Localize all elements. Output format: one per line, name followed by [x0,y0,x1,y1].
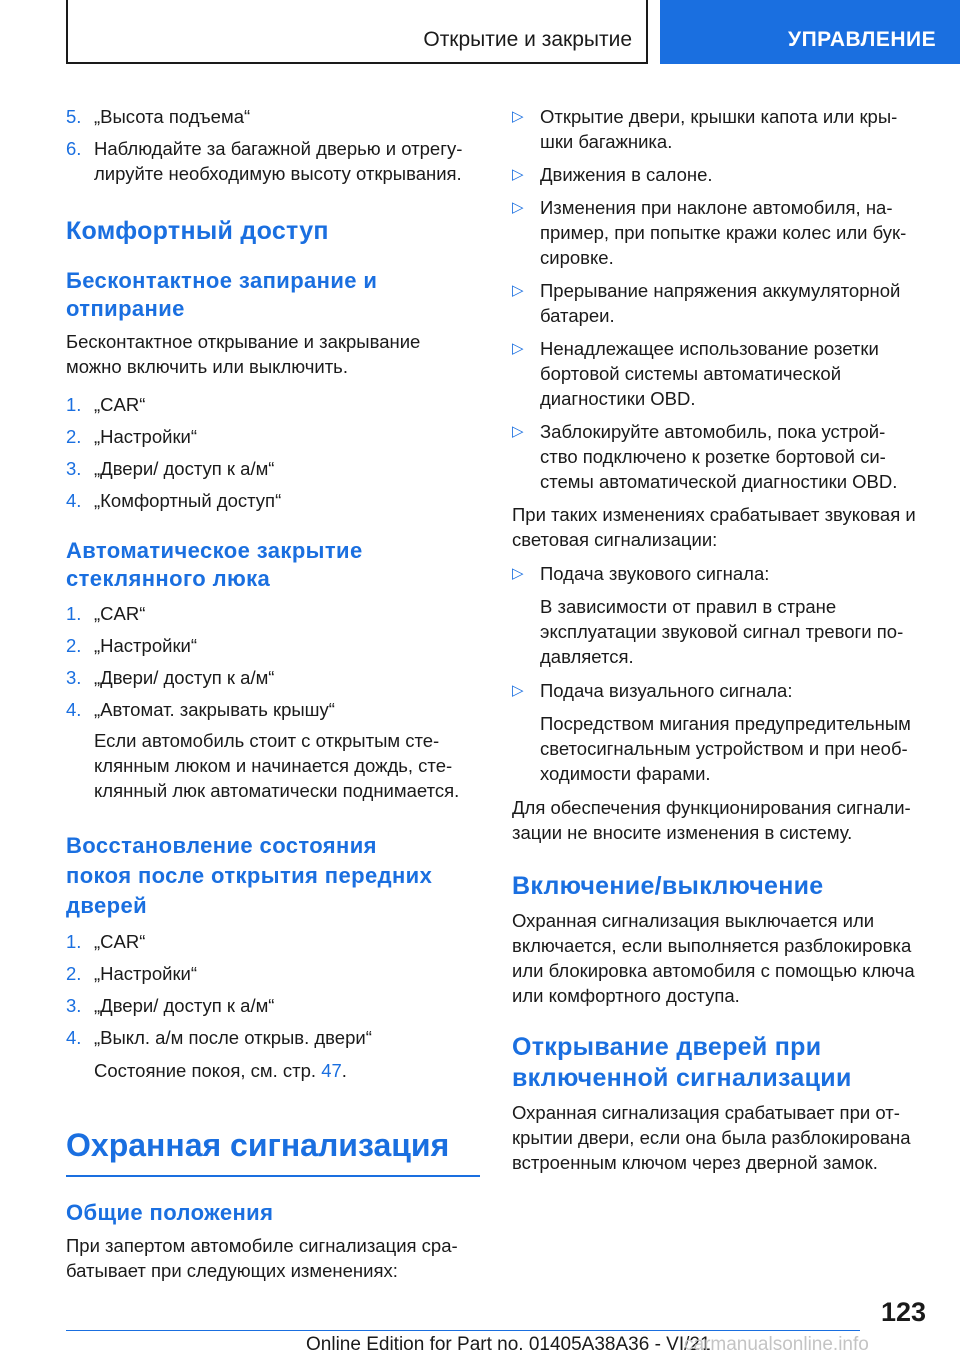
step-text: „Выкл. а/м после открыв. двери“ [94,1027,372,1048]
step-number: 1. [66,931,82,952]
chapter-tab [660,0,960,64]
step-number: 4. [66,490,82,511]
heading-keyless [66,267,480,323]
bullet-text: шки багажника. [540,131,673,152]
heading-line: стеклянного люка [66,566,271,591]
step-item [66,1025,480,1050]
text-line: зации не вносите изменения в систему. [512,822,853,843]
text-line: В зависимости от правил в стране [540,596,837,617]
heading-rest-state [66,831,480,921]
heading-line: Открывание дверей при [512,1033,822,1061]
step-number: 4. [66,1027,82,1048]
step-item [66,633,480,658]
step-text: Наблюдайте за багажной дверью и отрегу- [94,138,463,159]
heading-line: Бесконтактное запирание и [66,268,378,293]
page-header [0,0,960,66]
triangle-bullet-icon: ▷ [512,682,524,699]
steps-rest [66,929,480,1083]
text-line: клянным люком и начинается дождь, сте- [94,755,453,776]
left-column [66,104,480,1283]
step-number: 2. [66,963,82,984]
text-line: крытии двери, если она была разблокирована [512,1127,911,1148]
paragraph-general [66,1233,480,1283]
rest-note [66,1058,480,1083]
triangle-bullet-icon: ▷ [512,166,524,183]
step-item [66,456,480,481]
text-line: Бесконтактное открывание и закрывание [66,331,421,352]
step-text: „Двери/ доступ к а/м“ [94,458,275,479]
step-item [66,104,480,129]
step-text: „Двери/ доступ к а/м“ [94,667,275,688]
triangle-bullet-icon: ▷ [512,565,524,582]
text-line: световая сигнализации: [512,529,718,550]
page-reference-link[interactable]: 47 [321,1060,342,1081]
watermark: carmanualsonline.info [684,1334,869,1355]
bullet-text: Прерывание напряжения аккумуляторной [540,280,901,301]
bullet-item [512,278,926,328]
paragraph-keyless [66,329,480,379]
step-number: 6. [66,138,82,159]
step-number: 1. [66,394,82,415]
right-column [512,104,926,1175]
bullet-text: бортовой системы автоматической [540,363,842,384]
triangle-bullet-icon: ▷ [512,282,524,299]
bullet-text: Изменения при наклоне автомобиля, на- [540,197,893,218]
text-line: Охранная сигнализация срабатывает при от- [512,1102,900,1123]
step-item [66,601,480,626]
bullet-text: Заблокируйте автомобиль, пока устрой- [540,421,886,442]
bullet-item [512,336,926,411]
step-text: „Настройки“ [94,635,198,656]
text-line: Посредством мигания предупредительным [540,713,911,734]
bullet-text: стемы автоматической диагностики OBD. [540,471,898,492]
step-text: лируйте необходимую высоту открывания. [94,163,462,184]
visual-body [512,711,926,786]
step-item [66,392,480,417]
step-text: „Комфортный доступ“ [94,490,282,511]
step-item [66,697,480,722]
steps-keyless [66,392,480,513]
rest-note-end: . [341,1060,347,1081]
bullet-item [512,561,926,669]
step-number: 3. [66,995,82,1016]
step-number: 5. [66,106,82,127]
heading-line: Автоматическое закрытие [66,538,363,563]
step-number: 3. [66,458,82,479]
triangle-bullet-icon: ▷ [512,199,524,216]
step-text: „CAR“ [94,394,146,415]
heading-alarm-system: Охранная сигнализация [66,1127,450,1163]
heading-line: покоя после открытия передних [66,863,433,888]
step-text: „CAR“ [94,931,146,952]
text-line: Охранная сигнализация выключается или [512,910,875,931]
bullet-item [512,104,926,154]
text-line: При таких изменениях срабатывает звуковая и [512,504,916,525]
bullet-text: Открытие двери, крышки капота или кры- [540,106,898,127]
heading-line: Восстановление состояния [66,833,377,858]
chapter-title: УПРАВЛЕНИЕ [788,28,937,51]
bullet-text: Ненадлежащее использование розетки [540,338,879,359]
text-line: эксплуатации звуковой сигнал тревоги по- [540,621,904,642]
step-number: 1. [66,603,82,624]
paragraph-on-off [512,908,926,1008]
step-item [66,929,480,954]
step-number: 2. [66,426,82,447]
text-line: включается, если выполняется разблокировка [512,935,912,956]
step-item [66,488,480,513]
section-header-box [66,0,648,64]
heading-line: дверей [66,893,148,918]
step-item [66,136,480,186]
bullet-text: Подача визуального сигнала: [540,680,793,701]
text-line: Для обеспечения функционирования сигнали- [512,797,911,818]
step-number: 2. [66,635,82,656]
heading-line: отпирание [66,296,185,321]
step-item [66,993,480,1018]
bullet-text: Подача звукового сигнала: [540,563,770,584]
bullet-item [512,419,926,494]
text-line: Если автомобиль стоит с открытым сте- [94,730,440,751]
text-line: клянный люк автоматически поднимается. [94,780,460,801]
rest-note-text: Состояние покоя, см. стр. [94,1060,317,1081]
step-text: „Двери/ доступ к а/м“ [94,995,275,1016]
text-line: ходимости фарами. [540,763,711,784]
sound-body [512,594,926,669]
bullet-item [512,195,926,270]
bullet-text: батареи. [540,305,615,326]
bullet-item [512,678,926,786]
paragraph-signal [512,502,926,552]
step-text: „Настройки“ [94,963,198,984]
triangle-bullet-icon: ▷ [512,423,524,440]
text-line: давляется. [540,646,634,667]
bullet-text: пример, при попытке кражи колес или бук- [540,222,907,243]
paragraph-function [512,795,926,845]
text-line: батывает при следующих изменениях: [66,1260,398,1281]
triangle-bullet-icon: ▷ [512,108,524,125]
heading-on-off: Включение/выключение [512,872,824,900]
text-line: можно включить или выключить. [66,356,348,377]
step-number: 4. [66,699,82,720]
step-text: „CAR“ [94,603,146,624]
text-line: светосигнальным устройством и при необ- [540,738,908,759]
bullet-text: ство подключено к розетке бортовой си- [540,446,886,467]
text-line: или блокировка автомобиля с помощью ключа [512,960,915,981]
bullet-text: Движения в салоне. [540,164,713,185]
heading-auto-close-sunroof [66,537,480,593]
section-title: Открытие и закрытие [423,28,632,51]
step-item [66,665,480,690]
bullet-text: сировке. [540,247,614,268]
step-text: „Высота подъема“ [94,106,251,127]
triangle-bullet-icon: ▷ [512,340,524,357]
heading-door-opening [512,1032,926,1094]
text-line: При запертом автомобиле сигнализация сра- [66,1235,458,1256]
heading-general: Общие положения [66,1200,274,1225]
bullet-item [512,162,926,187]
edition-info: Online Edition for Part no. 01405A38A36 - VI/21 [306,1334,711,1355]
heading-rule [66,1175,480,1177]
bullet-text: диагностики OBD. [540,388,696,409]
heading-comfort-access: Комфортный доступ [66,217,329,245]
text-line: или комфортного доступа. [512,985,740,1006]
step-item [66,961,480,986]
heading-line: включенной сигнализации [512,1064,852,1092]
step-text: „Настройки“ [94,426,198,447]
footer-rule [66,1330,860,1331]
steps-auto [66,601,480,803]
step-number: 3. [66,667,82,688]
text-line: встроенным ключом через дверной замок. [512,1152,878,1173]
step-item [66,424,480,449]
step-text: „Автомат. закрывать крышу“ [94,699,335,720]
paragraph-door-opening [512,1100,926,1175]
page-number: 123 [880,1297,926,1327]
auto-note [66,728,480,803]
